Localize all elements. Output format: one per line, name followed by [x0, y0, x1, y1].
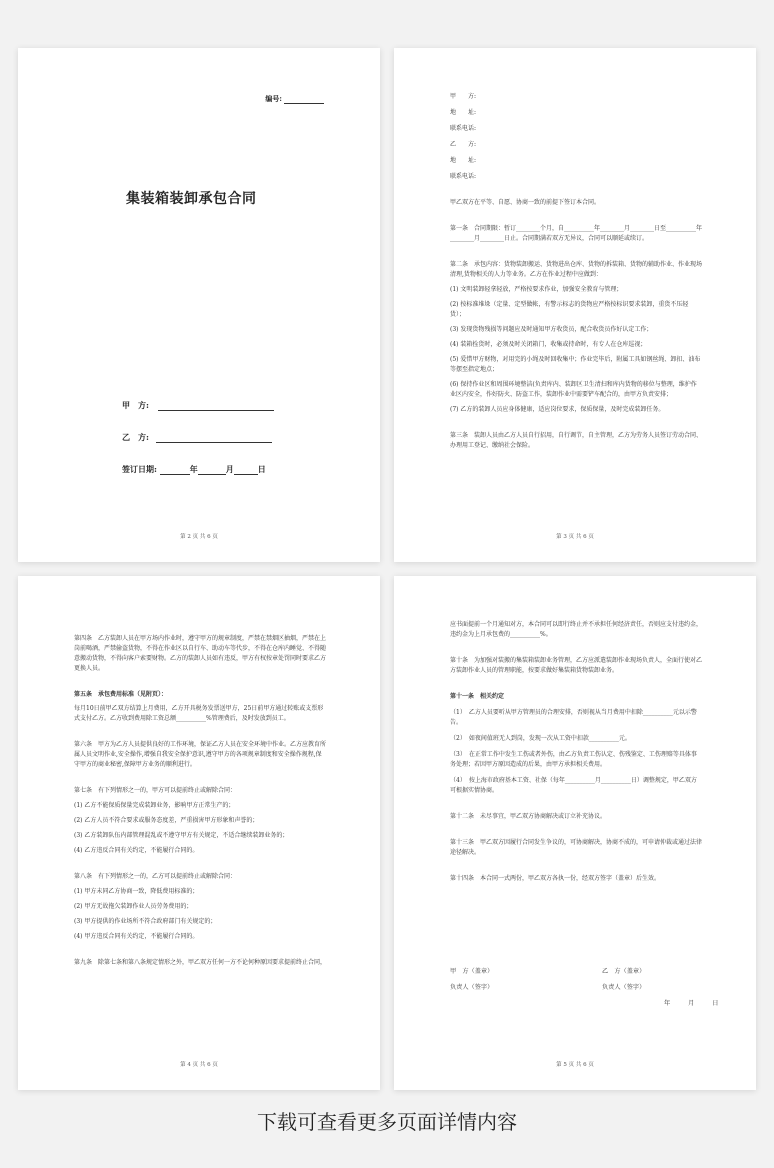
article-3: 第三条 装卸人员由乙方人员自行招用，自行调节，自主管理，乙方为劳务人员签订劳动合同、办理用工登记、缴纳社会保险。	[450, 432, 703, 449]
document-page-cover	[18, 48, 380, 562]
party-a-line: 甲 方:	[450, 93, 477, 100]
sign-date-row	[664, 1000, 718, 1009]
article-2-item: (6) 保持作业区和周围环境整洁(负责库内、装卸区卫生清扫和库内货物的移位与整理，维护作业区内安全，作好防火、防盗工作，装卸作业中需要铲车配合的，由甲方负责安排；	[450, 381, 697, 398]
phone-a-line: 联系电话:	[450, 125, 477, 132]
article-12: 第十二条 未尽事宜，甲乙双方协商解决或订立补充协议。	[450, 813, 607, 820]
article-7-heading: 第七条 有下列情形之一的，甲方可以提前终止或解除合同：	[74, 787, 237, 794]
representative-a: 负责人（签字）	[450, 984, 494, 991]
articles-block	[74, 634, 326, 968]
sign-month-label: 月	[225, 464, 234, 474]
article-7-item: (4) 乙方违反合同有关约定，不能履行合同的。	[74, 847, 199, 854]
article-8-item: (2) 甲方无故拖欠装卸作业人员劳务费用的；	[74, 903, 193, 910]
party-info-block	[450, 92, 702, 451]
article-4: 第四条 乙方装卸人员在甲方场内作业时，遵守甲方的规章制度，严禁在禁烟区抽烟，严禁在上岗前喝酒，严禁偷盗货物，不得在作业区以自行车、助动车等代步，不得在仓库内睡觉、不得随意搬动货物，不得向客户索要财物。乙方的装卸人员如有违反，甲方有权按章处罚同时要求乙方更换人员。	[74, 635, 327, 672]
sign-day-label: 日	[257, 464, 266, 474]
article-14: 第十四条 本合同一式两份，甲乙双方各执一份，经双方签字（盖章）后生效。	[450, 875, 661, 882]
article-2-item: (5) 爱惜甲方财物，对用完的小绳及时回收集中；作业完毕后，附属工具如钢丝绳、卸扣、油布等摆至指定地点；	[450, 356, 701, 373]
party-b-field	[122, 432, 272, 443]
article-10: 第十条 为加强对装搬的集装箱装卸业务管理，乙方应派遣装卸作业现场负责人，全面行使对乙方装卸作业人员的管理职能，按要求做好集装箱货物装卸业务。	[450, 657, 703, 674]
party-a-field	[122, 400, 274, 411]
party-b-blank	[156, 433, 272, 443]
article-2-item: (4) 装箱拴货时，必须及时关闭箱门，收集或持命时，有专人在仓库巡视；	[450, 341, 647, 348]
document-page-5	[394, 576, 756, 1090]
page-footer: 第 3 页 共 6 页	[556, 534, 594, 540]
article-9: 第九条 除第七条和第八条规定情形之外，甲乙双方任何一方不论何种原因要求提前终止合同，	[74, 959, 327, 966]
sign-year-label: 年	[189, 464, 198, 474]
article-8-item: (1) 甲方未同乙方协商一致，降低费用标准的；	[74, 888, 199, 895]
page-footer: 第 2 页 共 6 页	[180, 534, 218, 540]
download-caption: 下载可查看更多页面详情内容	[257, 1110, 517, 1134]
sign-month-blank	[198, 465, 226, 475]
article-7-item: (2) 乙方人员不符合要求或服务态度差，严重损害甲方形象和声誉的；	[74, 817, 259, 824]
phone-b-line: 联系电话:	[450, 173, 477, 180]
article-7-item: (3) 乙方装卸队伍内部管理混乱或不遵守甲方有关规定，不适合继续装卸业务的；	[74, 832, 289, 839]
article-11-item: （3） 在正常工作中发生工伤或者外伤，由乙方负责工伤认定、伤残鉴定、工伤理赔等具体事务处理；若因甲方原因造成的后果，由甲方承担相关费用。	[450, 751, 697, 768]
article-1: 第一条 合同期限：暂订________个月，自__________年________月________日至__________年________月________日止。合同期满若双方无异议，合同可以顺延或续订。	[450, 225, 703, 242]
sign-date-label: 签订日期:	[122, 464, 157, 474]
contract-number-field	[265, 94, 324, 104]
representative-b: 负责人（签字）	[602, 984, 646, 991]
article-8-heading: 第八条 有下列情形之一的，乙方可以提前终止或解除合同：	[74, 873, 237, 880]
article-11-item: （1） 乙方人员要听从甲方管理员的合理安排，否则视从当月费用中扣除__________元以示警告。	[450, 709, 697, 726]
party-a-blank	[158, 401, 274, 411]
date-month-label: 月	[688, 1000, 695, 1007]
article-13: 第十三条 甲乙双方因履行合同发生争议的，可协商解决，协商不成的，可申请仲裁或通过法律途径解决。	[450, 839, 703, 856]
article-2-item: (7) 乙方的装卸人员应身体健康，适应岗位要求，保质保量，及时完成装卸任务。	[450, 406, 665, 413]
article-11-item: （4） 按上海市政府基本工资、社保（每年__________月__________日）调整规定，甲乙双方可根据实情协商。	[450, 777, 697, 794]
date-day-label: 日	[712, 1000, 719, 1007]
article-5-heading: 第五条 承包费用标准（见附页）：	[74, 691, 168, 698]
party-b-label: 乙 方:	[122, 432, 149, 442]
article-5-body: 每月10日前甲乙双方结算上月费用，乙方开具税务发票送甲方，25日前甲方通过转账或支票形式支付乙方。乙方收到费用除工资总额__________%管理费后，及时发放到员工。	[74, 705, 324, 722]
sign-year-blank	[160, 465, 190, 475]
party-a-label: 甲 方:	[122, 400, 149, 410]
intro-paragraph: 甲乙双方在平等、自愿、协商一致的前提下签订本合同。	[450, 199, 601, 206]
sign-day-blank	[234, 465, 258, 475]
signature-party-b: 乙 方（盖章）	[602, 968, 646, 975]
address-a-line: 地 址:	[450, 109, 477, 116]
document-page-3	[394, 48, 756, 562]
article-2-item: (1) 文明装卸轻拿轻放，严格按要求作业，加强安全教育与管理；	[450, 286, 623, 293]
article-9-continued: 应书面提前一个月通知对方，本合同可以即行终止并不承担任何经济责任，否则应支付违约金，违约金为上月承包费的__________%。	[450, 621, 703, 638]
document-page-4	[18, 576, 380, 1090]
page-footer: 第 4 页 共 6 页	[180, 1062, 218, 1068]
contract-number-label: 编号:	[265, 94, 282, 103]
article-8-item: (3) 甲方提供的作业场所不符合政府部门有关规定的；	[74, 918, 217, 925]
sign-date-field	[122, 464, 266, 475]
article-8-item: (4) 甲方违反合同有关约定，不能履行合同的。	[74, 933, 199, 940]
article-2-item: (2) 按标准堆垛（定量、定型做帐，有警示标志的货物应严格按标识要求装卸，重货不压轻货）；	[450, 301, 689, 318]
contract-number-blank	[284, 96, 324, 104]
article-11-item: （2） 如夜间值班无人到岗，发现一次从工资中扣款__________元。	[450, 735, 631, 742]
page-footer: 第 5 页 共 6 页	[556, 1062, 594, 1068]
party-b-line: 乙 方:	[450, 141, 477, 148]
signature-party-a: 甲 方（盖章）	[450, 968, 494, 975]
article-2-heading: 第二条 承包内容：货物装卸搬运、货物进出仓库、货物的拆装箱、货物的辅助作业、作业现场清理,货物相关的人力等业务。乙方在作业过程中应做到：	[450, 261, 703, 278]
article-7-item: (1) 乙方不能保质保量完成装卸业务，影响甲方正常生产的；	[74, 802, 235, 809]
address-b-line: 地 址:	[450, 157, 477, 164]
article-11-heading: 第十一条 相关约定	[450, 693, 505, 700]
document-title: 集装箱装卸承包合同	[126, 191, 257, 207]
date-year-label: 年	[664, 1000, 671, 1007]
article-6: 第六条 甲方为乙方人员提供良好的工作环境，保证乙方人员在安全环境中作业。乙方应教育所属人员文明作业,安全操作,增强自我安全保护意识,遵守甲方的各项规章制度和安全操作规程,保守甲方的商业秘密,保障甲方业务的顺利进行。	[74, 741, 327, 768]
articles-block	[450, 620, 702, 884]
article-2-item: (3) 发现货物残损等问题应及时通知甲方收货员，配合收货员作好认定工作；	[450, 326, 653, 333]
